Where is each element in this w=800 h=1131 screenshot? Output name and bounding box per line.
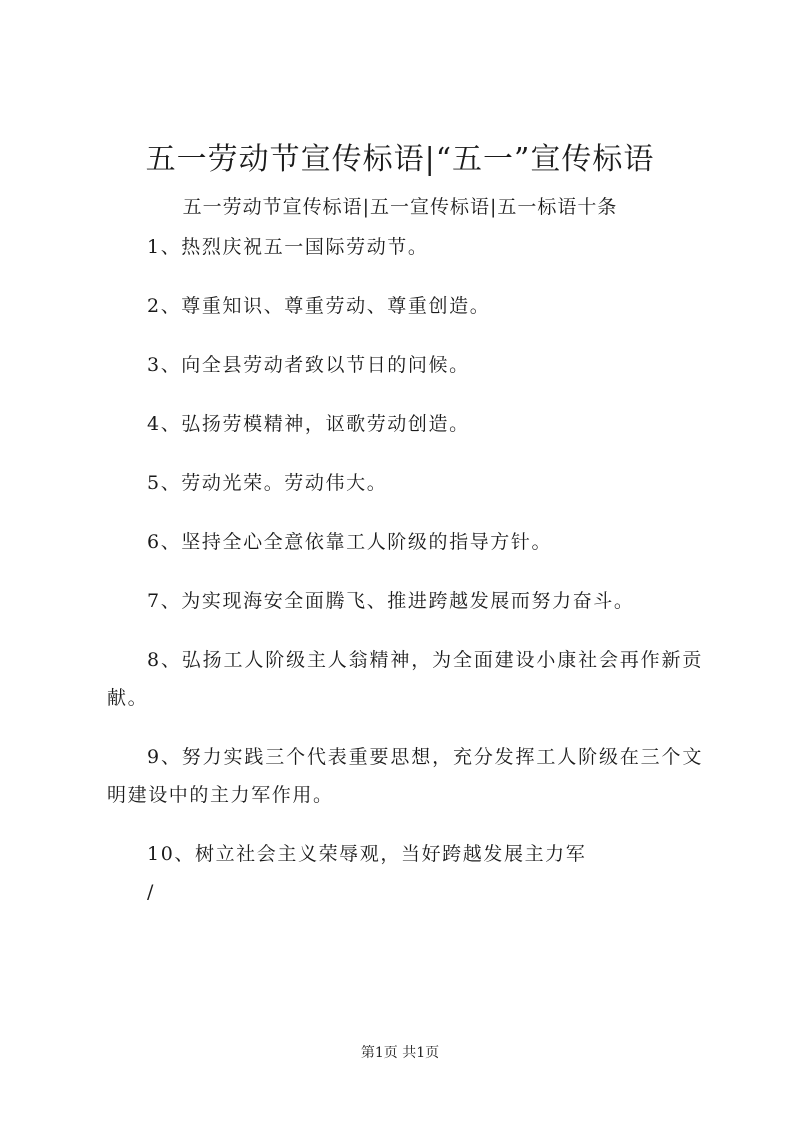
slogan-item: 6、坚持全心全意依靠工人阶级的指导方针。 [147,531,553,553]
slogan-item: 5、劳动光荣。劳动伟大。 [147,472,388,494]
slogan-item: 9、努力实践三个代表重要思想，充分发挥工人阶级在三个文明建设中的主力军作用。 [107,746,703,806]
document-title: 五一劳动节宣传标语|“五一”宣传标语 [145,142,655,177]
slogan-item: 10、树立社会主义荣辱观，当好跨越发展主力军 [147,843,587,865]
slogan-item: 2、尊重知识、尊重劳动、尊重创造。 [147,295,491,317]
slogan-item: 8、弘扬工人阶级主人翁精神，为全面建设小康社会再作新贡献。 [107,649,703,709]
slogan-list [107,228,703,911]
slogan-item: 7、为实现海安全面腾飞、推进跨越发展而努力奋斗。 [147,590,635,612]
slogan-item: 4、弘扬劳模精神，讴歌劳动创造。 [147,413,470,435]
slogan-item: 1、热烈庆祝五一国际劳动节。 [147,236,429,258]
trailing-mark: / [147,881,154,903]
page-footer: 第1页 共1页 [360,1045,440,1061]
slogan-item: 3、向全县劳动者致以节日的问候。 [147,354,470,376]
document-subtitle: 五一劳动节宣传标语|五一宣传标语|五一标语十条 [182,196,618,218]
